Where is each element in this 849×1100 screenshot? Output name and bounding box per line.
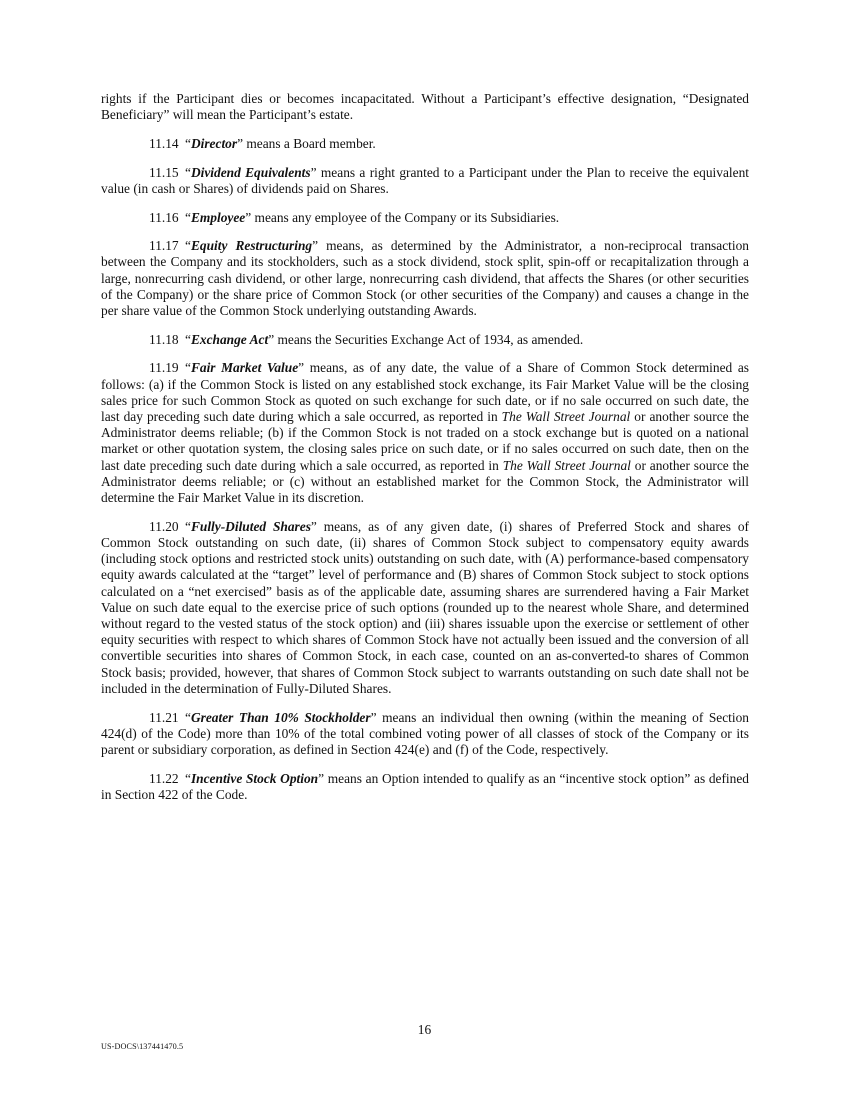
defined-term: Greater Than 10% Stockholder: [190, 709, 371, 725]
section-number: 11.22: [149, 770, 179, 786]
definition-dividend-equivalents: 11.15 “Dividend Equivalents” means a right granted to a Participant under the Plan to receive the equivalent value (in cash or Shares) of dividends paid on Shares.: [101, 164, 749, 196]
definition-greater-than-10-percent-stockholder: 11.21 “Greater Than 10% Stockholder” means an individual then owning (within the meaning of Section 424(d) of the Code) more than 10% of the total combined voting power of all classes of stock of the Company or its parent or subsidiary corporation, as defined in Section 424(e) and (f) of the Code, respectively.: [101, 709, 750, 757]
definition-equity-restructuring: 11.17 “Equity Restructuring” means, as determined by the Administrator, a non-reciprocal transaction between the Company and its stockholders, such as a stock dividend, stock split, spin-off or recapitalization through a large, nonrecurring cash dividend, or other large, nonrecurring cash dividend, that affects the Shares (or other securities of the Company) or the share price of Common Stock (or other securities of the Company) and causes a change in the per share value of the Common Stock underlying outstanding Awards.: [101, 238, 749, 319]
publication-title: The Wall Street Journal: [502, 457, 631, 473]
definition-incentive-stock-option: 11.22 “Incentive Stock Option” means an Option intended to qualify as an “incentive stock option” as defined in Section 422 of the Code.: [101, 770, 749, 802]
section-number: 11.20: [149, 518, 179, 534]
paragraph-continuation: rights if the Participant dies or becomes incapacitated. Without a Participant’s effective designation, “Designated Beneficiary” will mean the Participant’s estate.: [101, 91, 749, 123]
section-number: 11.16: [149, 209, 179, 225]
defined-term: Exchange Act: [190, 331, 269, 347]
defined-term: Director: [190, 135, 238, 151]
section-number: 11.19: [149, 360, 179, 376]
defined-term: Dividend Equivalents: [190, 164, 311, 180]
document-id: US-DOCS\137441470.5: [101, 1042, 184, 1051]
definition-director: 11.14 “Director” means a Board member.: [149, 135, 376, 151]
section-number: 11.14: [149, 135, 179, 151]
page-number: 16: [417, 1022, 432, 1037]
section-number: 11.15: [149, 164, 179, 180]
section-number: 11.18: [149, 331, 179, 347]
defined-term: Incentive Stock Option: [190, 770, 319, 786]
definition-fair-market-value: 11.19 “Fair Market Value” means, as of any date, the value of a Share of Common Stock determined as follows: (a) if the Common Stock is listed on any established stock exchange, its Fair Market Value will be the closing sales price for such Common Stock as quoted on such exchange for such date, or if no sale occurred on such date, the last day preceding such date during which a sale occurred, as reported in The Wall Street Journal or another source the Administrator deems reliable; (b) if the Common Stock is not traded on a stock exchange but is quoted on a national market or other quotation system, the closing sales price on such date, or if no sales occurred on such date, then on the last date preceding such date during which a sale occurred, as reported in The Wall Street Journal or another source the Administrator deems reliable; or (c) without an established market for the Common Stock, the Administrator will determine the Fair Market Value in its discretion.: [101, 360, 749, 506]
section-number: 11.17: [149, 238, 179, 254]
publication-title: The Wall Street Journal: [501, 409, 631, 425]
defined-term: Employee: [190, 209, 246, 225]
defined-term: Fair Market Value: [190, 360, 299, 376]
definition-exchange-act: 11.18 “Exchange Act” means the Securities Exchange Act of 1934, as amended.: [149, 331, 584, 347]
section-number: 11.21: [149, 709, 179, 725]
defined-term: Equity Restructuring: [190, 238, 313, 254]
document-body: [101, 91, 749, 816]
definition-fully-diluted-shares: 11.20 “Fully-Diluted Shares” means, as of any given date, (i) shares of Preferred Stock and shares of Common Stock outstanding on such date, (ii) shares of Common Stock subject to compensatory equity awards (including stock options and restricted stock units) outstanding on such date, with (A) performance-based compensatory equity awards calculated at the “target” level of performance and (B) shares of Common Stock subject to stock options calculated on a “net exercised” basis as of the applicable date, assuming shares are surrendered having a Fair Market Value on such date equal to the exercise price of such options (rounded up to the nearest whole Share, and determined without regard to the vested status of the stock option) and (iii) shares issuable upon the exercise or settlement of other equity securities with respect to which shares of Common Stock have not actually been issued and the conversion of all convertible securities into shares of Common Stock, in each case, counted on an as-converted-to shares of Common Stock basis; provided, however, that shares of Common Stock subject to warrants outstanding on such date shall not be included in the determination of Fully-Diluted Shares.: [101, 518, 749, 696]
definition-employee: 11.16 “Employee” means any employee of the Company or its Subsidiaries.: [149, 209, 560, 225]
defined-term: Fully-Diluted Shares: [190, 518, 311, 534]
